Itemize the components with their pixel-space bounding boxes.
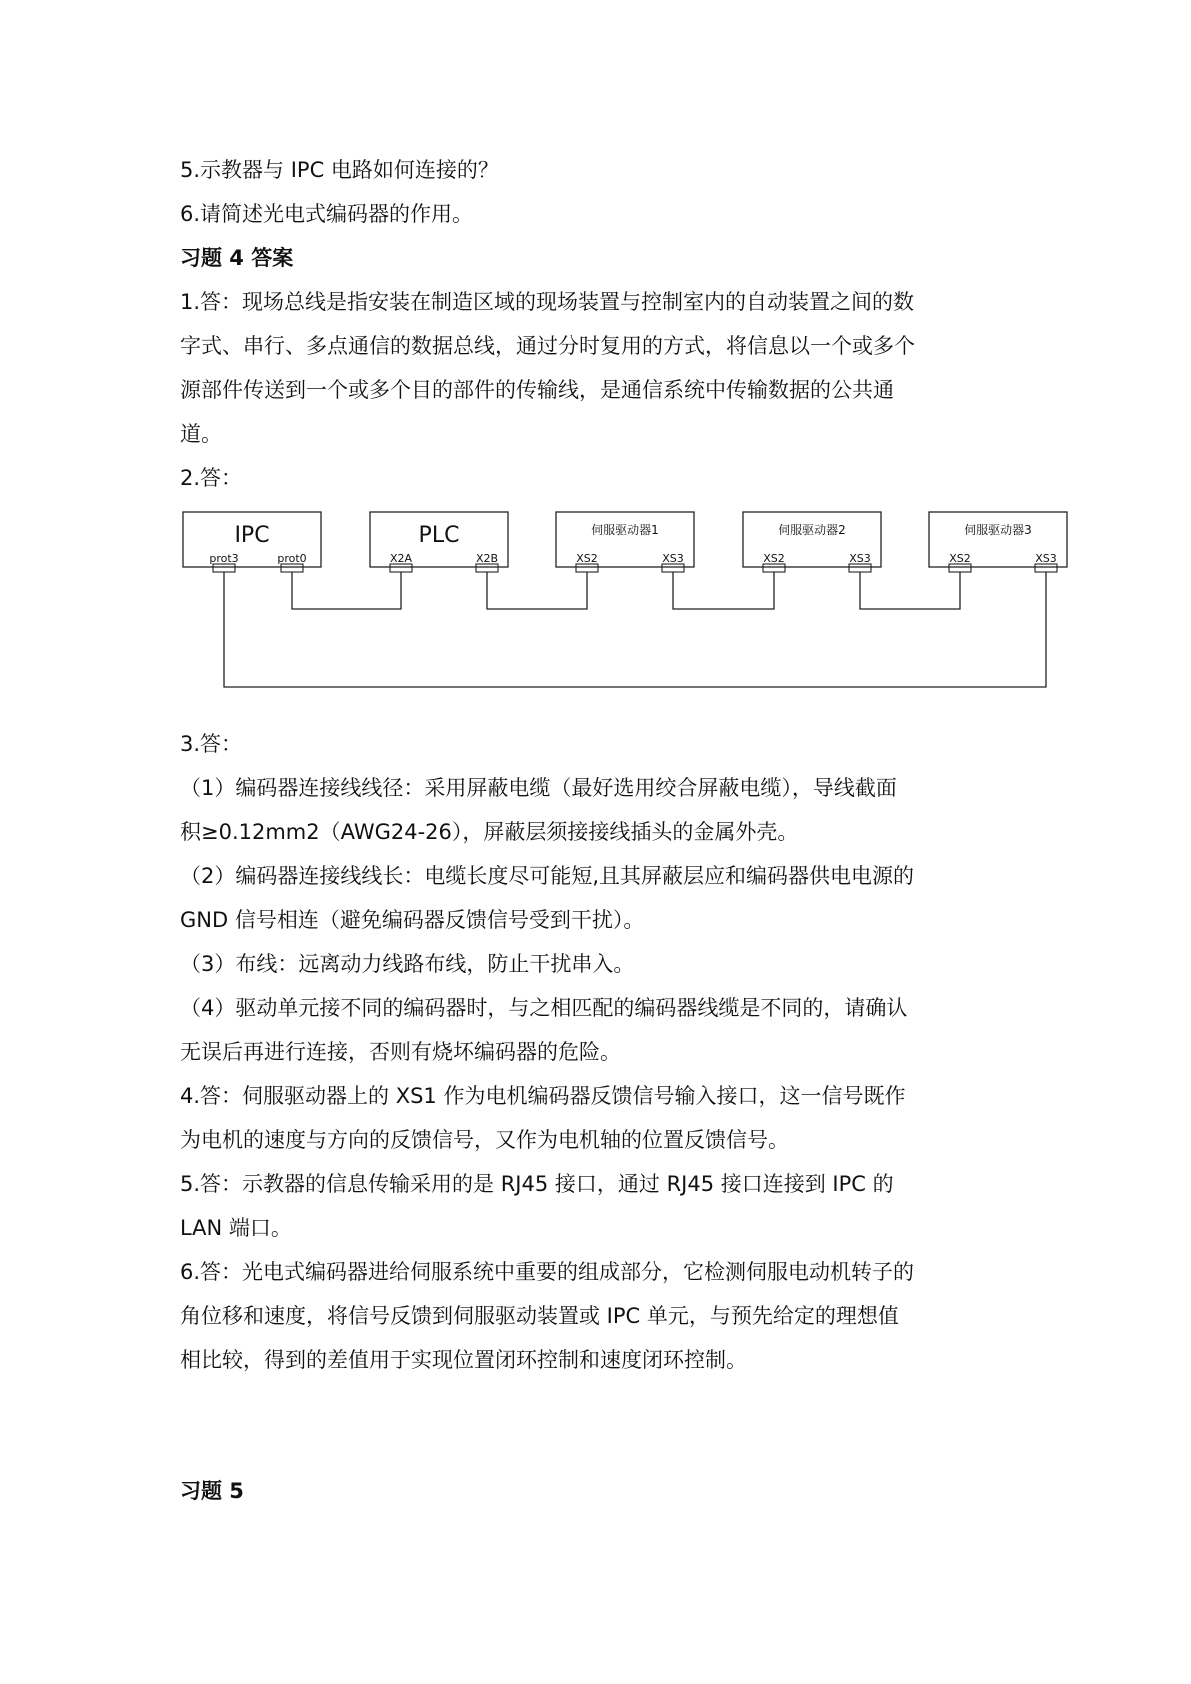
servo-1-port-left <box>576 564 598 572</box>
answer-1-line-2: 字式、串行、多点通信的数据总线，通过分时复用的方式，将信息以一个或多个 <box>180 334 915 358</box>
answer-3-line-7: （4）驱动单元接不同的编码器时，与之相匹配的编码器线缆是不同的，请确认 <box>180 996 908 1020</box>
answer-3-line-6: （3）布线：远离动力线路布线，防止干扰串入。 <box>180 952 635 976</box>
question-5: 5.示教器与 IPC 电路如何连接的？ <box>180 158 499 182</box>
wire-ipc-to-plc <box>292 572 401 609</box>
plc-port-right-label: X2B <box>475 552 499 565</box>
servo-3-port-left <box>949 564 971 572</box>
ipc-port-left <box>213 564 235 572</box>
servo-2-port-right-label: XS3 <box>849 552 871 565</box>
answers-heading: 习题 4 答案 <box>180 246 294 270</box>
answer-6-line-2: 角位移和速度，将信号反馈到伺服驱动装置或 IPC 单元，与预先给定的理想值 <box>180 1304 899 1328</box>
answer-1-line-1: 1.答：现场总线是指安装在制造区域的现场装置与控制室内的自动装置之间的数 <box>180 290 915 314</box>
servo-1-port-left-label: XS2 <box>576 552 598 565</box>
answer-3-line-2: （1）编码器连接线线径：采用屏蔽电缆（最好选用绞合屏蔽电缆），导线截面 <box>180 776 897 800</box>
ipc-title: IPC <box>234 523 270 548</box>
answer-3-line-1: 3.答： <box>180 732 243 756</box>
servo-2-port-left <box>763 564 785 572</box>
wiring-diagram <box>180 508 1080 698</box>
next-section-heading: 习题 5 <box>180 1479 244 1503</box>
answer-3-line-3: 积≥0.12mm2（AWG24-26），屏蔽层须接接线插头的金属外壳。 <box>180 820 799 844</box>
answer-5-line-1: 5.答：示教器的信息传输采用的是 RJ45 接口，通过 RJ45 接口连接到 IPC 的 <box>180 1172 894 1196</box>
servo-3-port-right <box>1035 564 1057 572</box>
answer-6-line-3: 相比较，得到的差值用于实现位置闭环控制和速度闭环控制。 <box>180 1348 747 1372</box>
plc-port-left <box>390 564 412 572</box>
answer-6-line-1: 6.答：光电式编码器进给伺服系统中重要的组成部分，它检测伺服电动机转子的 <box>180 1260 915 1284</box>
servo-1-title: 伺服驱动器1 <box>591 523 659 537</box>
answer-4-line-2: 为电机的速度与方向的反馈信号，又作为电机轴的位置反馈信号。 <box>180 1128 789 1152</box>
plc-port-right <box>476 564 498 572</box>
wire-servo-2-to-servo-3 <box>860 572 960 609</box>
question-6: 6.请简述光电式编码器的作用。 <box>180 202 474 226</box>
wire-plc-to-servo-1 <box>487 572 587 609</box>
plc-title: PLC <box>418 523 460 548</box>
ipc-port-left-label: prot3 <box>209 552 239 565</box>
servo-1-port-right-label: XS3 <box>662 552 684 565</box>
answer-5-line-2: LAN 端口。 <box>180 1216 292 1240</box>
servo-2-port-left-label: XS2 <box>763 552 785 565</box>
answer-3-line-8: 无误后再进行连接，否则有烧坏编码器的危险。 <box>180 1040 621 1064</box>
answer-1-line-3: 源部件传送到一个或多个目的部件的传输线，是通信系统中传输数据的公共通 <box>180 378 894 402</box>
wire-return-loop <box>224 572 1046 687</box>
wire-servo-1-to-servo-2 <box>673 572 774 609</box>
plc-port-left-label: X2A <box>389 552 413 565</box>
ipc-port-right <box>281 564 303 572</box>
servo-1-port-right <box>662 564 684 572</box>
servo-3-title: 伺服驱动器3 <box>964 523 1032 537</box>
servo-3-port-right-label: XS3 <box>1035 552 1057 565</box>
answer-4-line-1: 4.答：伺服驱动器上的 XS1 作为电机编码器反馈信号输入接口，这一信号既作 <box>180 1084 906 1108</box>
servo-2-port-right <box>849 564 871 572</box>
answer-2-label: 2.答： <box>180 466 243 490</box>
answer-3-line-4: （2）编码器连接线线长：电缆长度尽可能短,且其屏蔽层应和编码器供电电源的 <box>180 864 915 888</box>
ipc-port-right-label: prot0 <box>277 552 307 565</box>
servo-3-port-left-label: XS2 <box>949 552 971 565</box>
servo-2-title: 伺服驱动器2 <box>778 523 846 537</box>
answer-3-line-5: GND 信号相连（避免编码器反馈信号受到干扰）。 <box>180 908 645 932</box>
answer-1-line-4: 道。 <box>180 422 222 446</box>
